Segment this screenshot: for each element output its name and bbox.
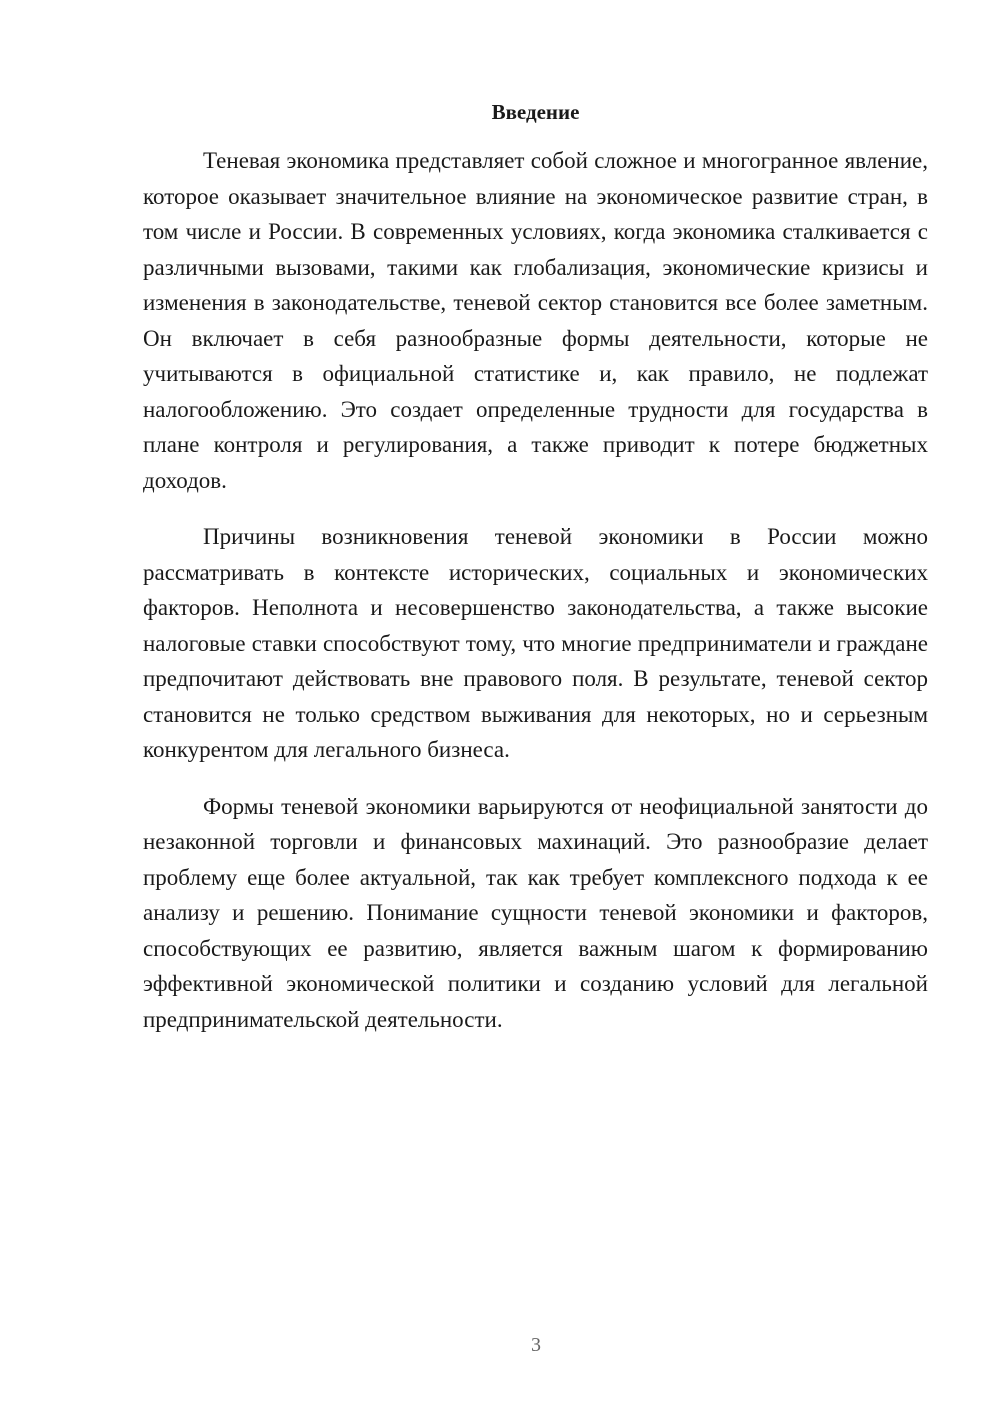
paragraph-2: Причины возникновения теневой экономики в России можно рассматривать в контексте исторических, социальных и экономических факторов. Неполнота и несовершенство законодательства, а также высокие налоговые ставки способствуют тому, что многие предприниматели и граждане предпочитают действовать вне правового поля. В результате, теневой сектор становится не только средством выживания для некоторых, но и серьезным конкурентом для легального бизнеса. <box>143 524 928 762</box>
page-number: 3 <box>531 1334 541 1356</box>
page-title: Введение <box>491 100 580 124</box>
document-body <box>143 143 928 1058</box>
paragraph-1: Теневая экономика представляет собой сложное и многогранное явление, которое оказывает значительное влияние на экономическое развитие стран, в том числе и России. В современных условиях, когда экономика сталкивается с различными вызовами, такими как глобализация, экономические кризисы и изменения в законодательстве, теневой сектор становится все более заметным. Он включает в себя разнообразные формы деятельности, которые не учитываются в официальной статистике и, как правило, не подлежат налогообложению. Это создает определенные трудности для государства в плане контроля и регулирования, а также приводит к потере бюджетных доходов. <box>143 148 928 493</box>
paragraph-3: Формы теневой экономики варьируются от неофициальной занятости до незаконной торговли и финансовых махинаций. Это разнообразие делает проблему еще более актуальной, так как требует комплексного подхода к ее анализу и решению. Понимание сущности теневой экономики и факторов, способствующих ее развитию, является важным шагом к формированию эффективной экономической политики и созданию условий для легальной предпринимательской деятельности. <box>143 793 928 1032</box>
